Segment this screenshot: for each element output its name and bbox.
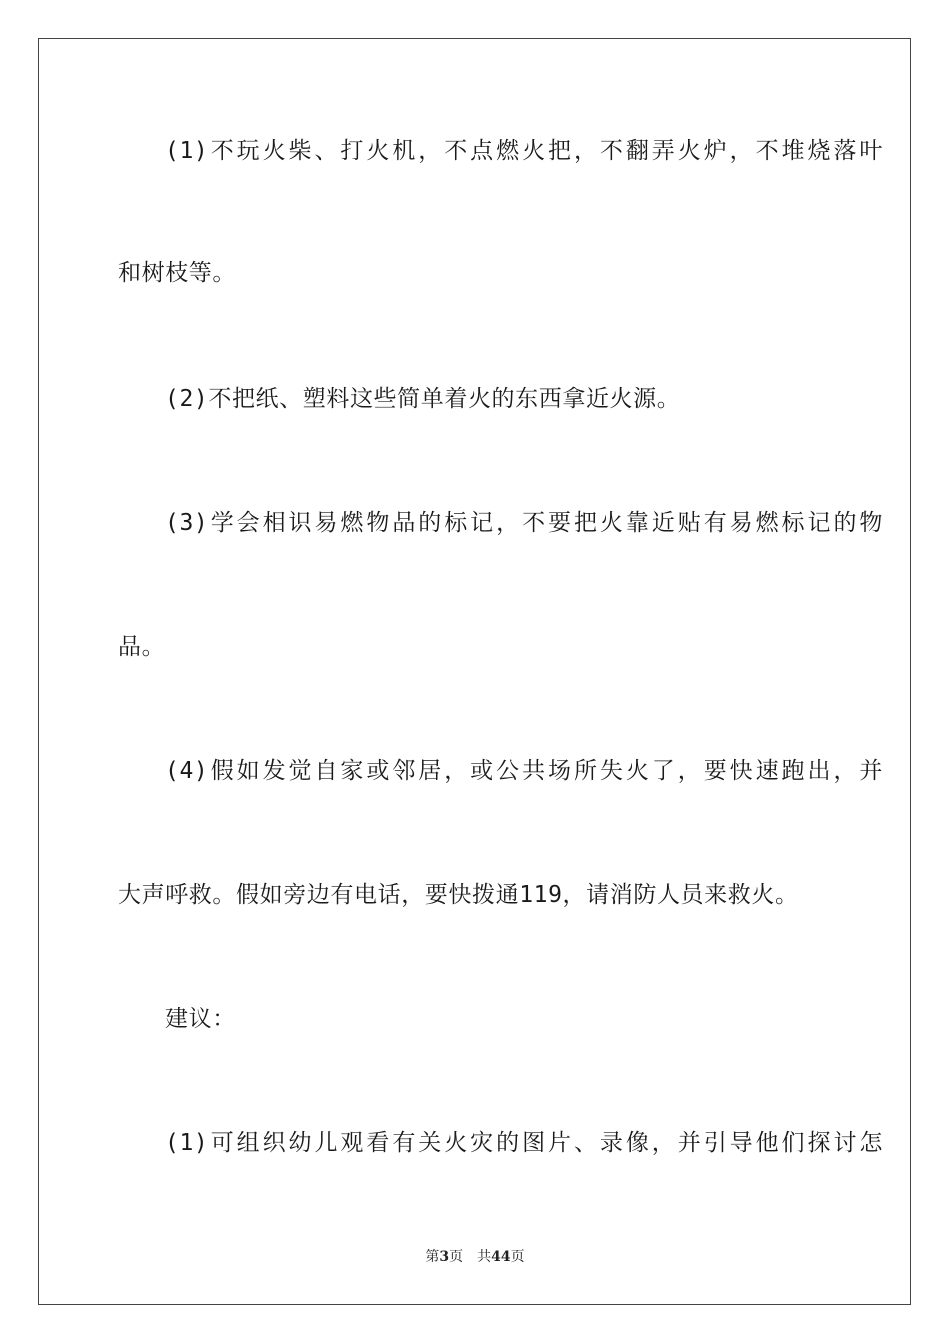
page-border [38,38,911,1305]
paragraph-line: 大声呼救。假如旁边有电话，要快拨通119，请消防人员来救火。 [118,882,799,908]
paragraph-line: (1)可组织幼儿观看有关火灾的图片、录像，并引导他们探讨怎 [165,1130,883,1156]
paragraph-line: (1)不玩火柴、打火机，不点燃火把，不翻弄火炉，不堆烧落叶 [165,138,883,164]
section-heading: 建议： [165,1006,236,1032]
page-prefix: 第 [425,1249,440,1265]
page-footer [0,1246,950,1266]
paragraph-line: 品。 [118,634,166,660]
total-prefix: 共 [477,1249,492,1265]
paragraph-line: (3)学会相识易燃物品的标记，不要把火靠近贴有易燃标记的物 [165,510,883,536]
page-suffix: 页 [449,1249,464,1265]
paragraph-line: (4)假如发觉自家或邻居，或公共场所失火了，要快速跑出，并 [165,758,883,784]
page-current: 3 [439,1249,450,1265]
page-total: 44 [491,1249,511,1265]
paragraph-line: (2)不把纸、塑料这些简单着火的东西拿近火源。 [165,386,681,412]
paragraph-line: 和树枝等。 [118,260,236,286]
total-suffix: 页 [510,1249,525,1265]
